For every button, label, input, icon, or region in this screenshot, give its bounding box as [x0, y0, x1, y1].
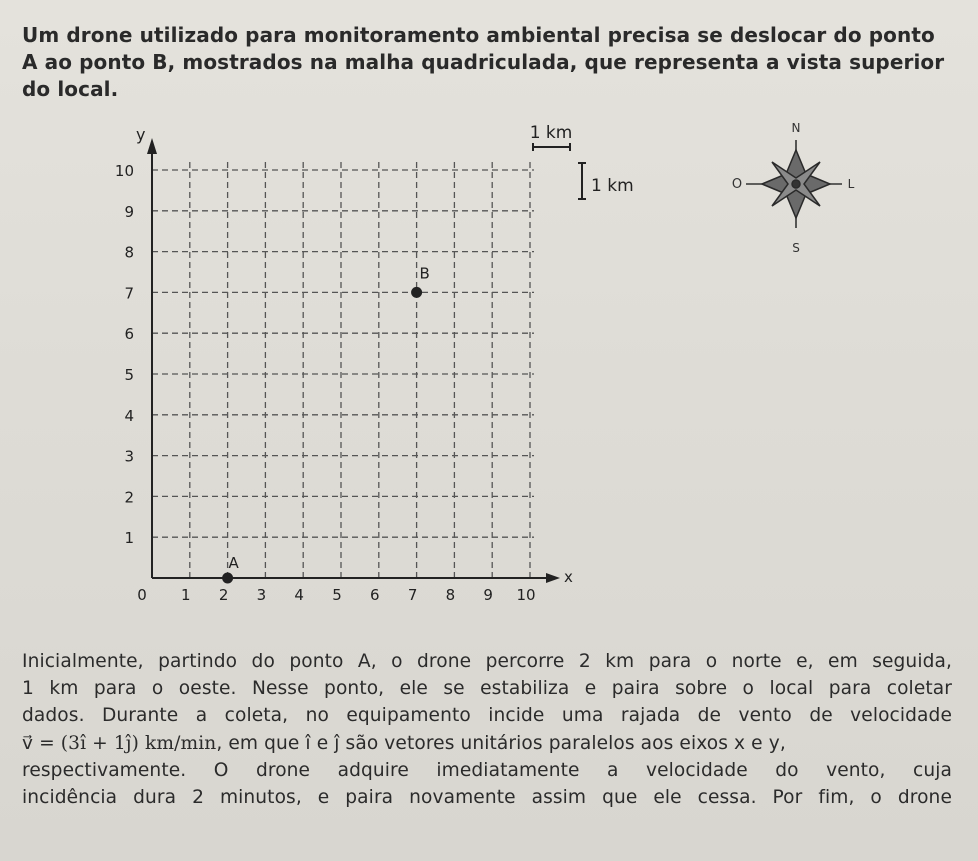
compass-south: S	[792, 241, 800, 255]
origin-label: 0	[137, 586, 147, 604]
y-tick-label: 4	[124, 406, 134, 425]
scale-bar-y	[578, 163, 586, 199]
grid-lines	[152, 162, 534, 578]
body-line-6: incidência dura 2 minutos, e paira novamente assim que ele cessa. Por fim, o drone	[22, 787, 952, 809]
y-tick-label: 6	[124, 325, 134, 344]
x-axis-label: x	[564, 568, 573, 586]
body-line-3: dados. Durante a coleta, no equipamento incide uma rajada de vento de velocidade	[22, 705, 952, 727]
intro-text: Um drone utilizado para monitoramento ambiental precisa se deslocar do ponto A ao ponto B, mostrados na malha quadriculada, que representa a vista superior do local.	[22, 23, 945, 101]
y-tick-label: 9	[124, 202, 134, 221]
y-tick-label: 7	[124, 284, 134, 303]
x-tick-label: 8	[445, 586, 456, 604]
body-line-5: respectivamente. O drone adquire imediatamente a velocidade do vento, cuja	[22, 759, 952, 781]
x-tick-label: 6	[370, 586, 380, 604]
point-a-label: A	[228, 554, 239, 572]
tick-labels	[115, 125, 573, 604]
x-tick-label: 3	[256, 586, 267, 604]
compass-north: N	[791, 121, 801, 135]
compass-east: L	[847, 177, 855, 191]
x-tick-label: 4	[294, 586, 304, 604]
scale-label-y: 1 km	[591, 176, 634, 196]
axes	[147, 138, 560, 583]
x-axis-arrow-icon	[546, 573, 560, 583]
compass-rose	[732, 121, 855, 255]
x-tick-label: 9	[483, 586, 493, 604]
compass-west: O	[731, 177, 743, 192]
body-line-2: 1 km para o oeste. Nesse ponto, ele se estabiliza e paira sobre o local para coletar	[22, 678, 952, 700]
y-tick-label: 2	[124, 488, 134, 507]
body-line-4-rest: , em que î e ĵ são vetores unitários paralelos aos eixos x e y,	[216, 732, 786, 754]
y-tick-label: 10	[114, 162, 134, 180]
y-tick-label: 5	[124, 366, 134, 384]
x-tick-label: 10	[516, 586, 536, 604]
y-axis-label: y	[136, 125, 146, 144]
compass-star-icon	[762, 150, 830, 218]
body-line-4	[22, 730, 952, 757]
y-tick-label: 3	[124, 447, 134, 466]
body-text	[22, 648, 952, 811]
scale-label-x: 1 km	[529, 123, 573, 143]
wind-vector-expression: v⃗ = (3î + 1ĵ) km/min	[22, 732, 217, 754]
points	[222, 264, 430, 583]
y-tick-label: 1	[124, 529, 134, 548]
y-axis-arrow-icon	[147, 138, 157, 154]
y-tick-label: 8	[124, 243, 134, 262]
x-tick-label: 7	[407, 586, 418, 604]
x-tick-label: 5	[332, 586, 342, 604]
point-b-label: B	[419, 264, 430, 283]
x-tick-label: 2	[218, 586, 229, 604]
x-tick-label: 1	[181, 586, 191, 604]
point-a-marker	[222, 573, 233, 584]
scale-bar-x	[533, 143, 570, 151]
body-line-1: Inicialmente, partindo do ponto A, o drone percorre 2 km para o norte e, em seguida,	[22, 651, 952, 672]
point-b-marker	[411, 287, 422, 298]
